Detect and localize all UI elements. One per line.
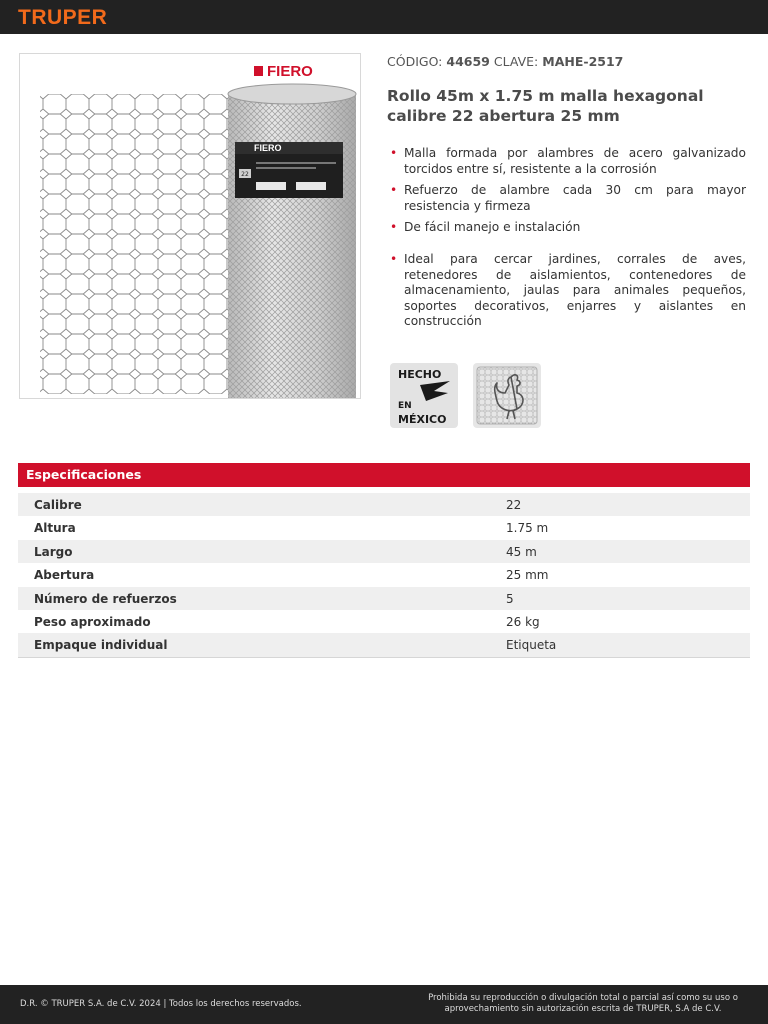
fiero-logo-text: FIERO <box>267 63 313 80</box>
footer <box>0 985 768 1024</box>
hecho-en-mexico-badge <box>390 363 458 428</box>
badge-text-en: EN <box>398 401 412 411</box>
copyright-text: D.R. © TRUPER S.A. de C.V. 2024 | Todos los derechos reservados. <box>20 999 302 1009</box>
table-row <box>18 493 750 516</box>
rooster-usage-badge <box>473 363 541 428</box>
legal-notice: Prohibida su reproducción o divulgación total o parcial así como su uso o aprovechamiento sin autorización escrita de TRUPER, S.A de C.V. <box>428 993 738 1014</box>
table-row <box>18 587 750 610</box>
table-row <box>18 563 750 586</box>
spec-label: Abertura <box>34 568 95 583</box>
feature-list <box>390 146 746 336</box>
clave-label: CLAVE: <box>493 54 539 69</box>
feature-item: • Ideal para cercar jardines, corrales de aves, retenedores de aislamientos, contenedores de almacenamiento, jaulas para animales pequeños, soportes decorativos, enjarres y aislantes en construcción <box>390 252 746 330</box>
rooster-icon <box>473 363 541 428</box>
spec-value: 1.75 m <box>506 521 549 536</box>
spec-label: Altura <box>34 521 76 536</box>
label-gauge-text: 22 <box>241 171 249 178</box>
spec-value: 45 m <box>506 544 537 559</box>
feature-item: • Refuerzo de alambre cada 30 cm para mayor resistencia y firmeza <box>390 183 746 214</box>
spec-value: 5 <box>506 591 514 606</box>
clave-value: MAHE-2517 <box>542 54 624 69</box>
spec-value: 22 <box>506 498 522 512</box>
badge-text-mexico: MÉXICO <box>398 413 447 426</box>
spec-label: Peso aproximado <box>34 614 151 629</box>
specifications-header: Especificaciones <box>18 463 750 487</box>
feature-item: • Malla formada por alambres de acero galvanizado torcidos entre sí, resistente a la corrosión <box>390 146 746 177</box>
product-title: Rollo 45m x 1.75 m malla hexagonal calibre 22 abertura 25 mm <box>387 87 704 125</box>
table-divider <box>18 657 750 658</box>
top-bar <box>0 0 768 34</box>
spec-label: Número de refuerzos <box>34 591 177 606</box>
spec-value: Etiqueta <box>506 638 557 653</box>
badge-text-hecho: HECHO <box>398 368 442 381</box>
codigo-label: CÓDIGO: <box>387 54 443 69</box>
spec-label: Calibre <box>34 498 82 512</box>
specifications-table <box>18 493 750 657</box>
spec-label: Empaque individual <box>34 638 168 653</box>
spec-label: Largo <box>34 544 73 559</box>
spec-value: 26 kg <box>506 614 540 629</box>
eagle-icon <box>420 381 450 401</box>
table-row <box>18 633 750 656</box>
fiero-logo <box>254 63 313 80</box>
product-code-line <box>387 54 623 69</box>
feature-item: • De fácil manejo e instalación <box>390 220 746 236</box>
spec-value: 25 mm <box>506 568 549 583</box>
codigo-value: 44659 <box>446 54 490 69</box>
wire-mesh-roll-illustration <box>20 54 361 399</box>
table-row <box>18 540 750 563</box>
truper-logo[interactable]: TRUPER <box>18 6 108 29</box>
product-image <box>19 53 361 399</box>
roll-label-brand: FIERO <box>254 143 282 153</box>
table-row <box>18 610 750 633</box>
table-row <box>18 516 750 539</box>
